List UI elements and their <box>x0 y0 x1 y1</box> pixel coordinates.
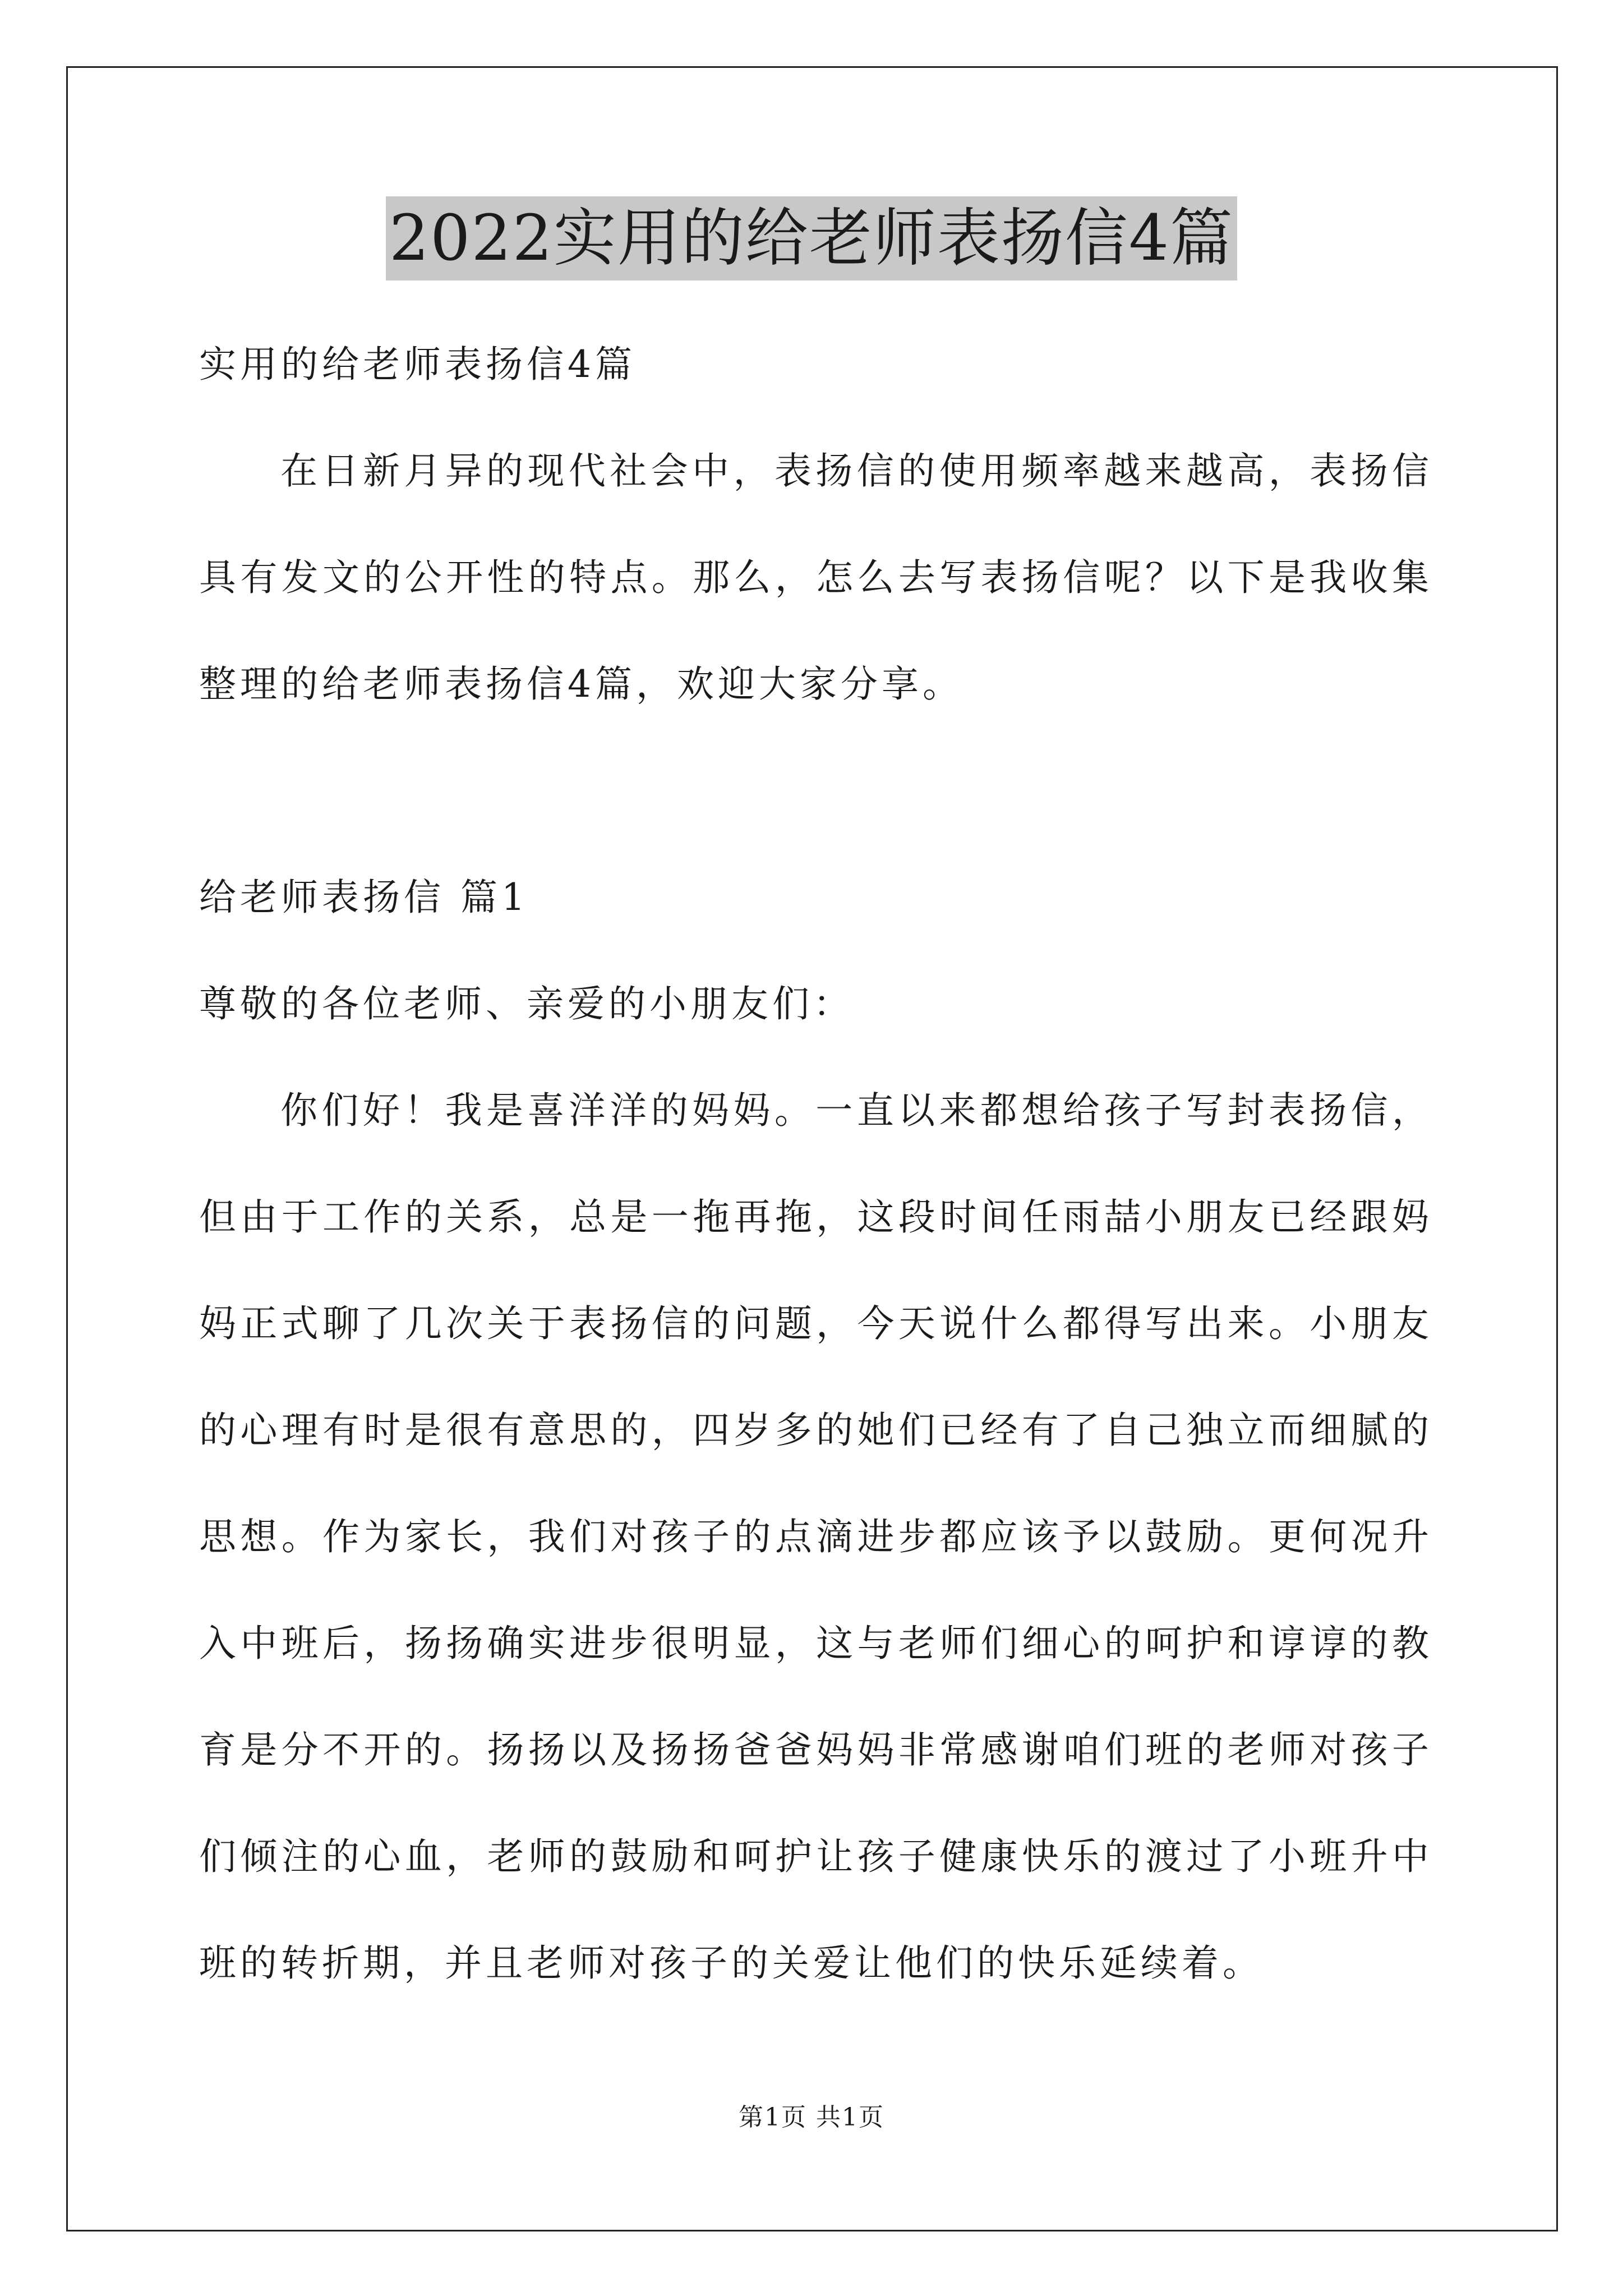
section-heading: 给老师表扬信 篇1 <box>199 876 529 919</box>
intro-paragraph: 在日新月异的现代社会中，表扬信的使用频率越来越高，表扬信具有发文的公开性的特点。那么，怎么去写表扬信呢？以下是我收集整理的给老师表扬信4篇，欢迎大家分享。 <box>199 449 1433 706</box>
title-container <box>0 196 1623 280</box>
document-subtitle: 实用的给老师表扬信4篇 <box>199 343 636 386</box>
page-footer: 第1页 共1页 <box>739 2103 884 2132</box>
salutation: 尊敬的各位老师、亲爱的小朋友们： <box>199 982 854 1025</box>
spacer <box>199 738 1433 844</box>
body-paragraph: 你们好！我是喜洋洋的妈妈。一直以来都想给孩子写封表扬信，但由于工作的关系，总是一拖再拖，这段时间任雨喆小朋友已经跟妈妈正式聊了几次关于表扬信的问题，今天说什么都得写出来。小朋友的心理有时是很有意思的，四岁多的她们已经有了自己独立而细腻的思想。作为家长，我们对孩子的点滴进步都应该予以鼓励。更何况升入中班后，扬扬确实进步很明显，这与老师们细心的呵护和谆谆的教育是分不开的。扬扬以及扬扬爸爸妈妈非常感谢咱们班的老师对孩子们倾注的心血，老师的鼓励和呵护让孩子健康快乐的渡过了小班升中班的转折期，并且老师对孩子的关爱让他们的快乐延续着。 <box>199 1089 1433 1985</box>
document-title: 2022实用的给老师表扬信4篇 <box>386 196 1237 280</box>
document-body <box>199 311 1433 2017</box>
